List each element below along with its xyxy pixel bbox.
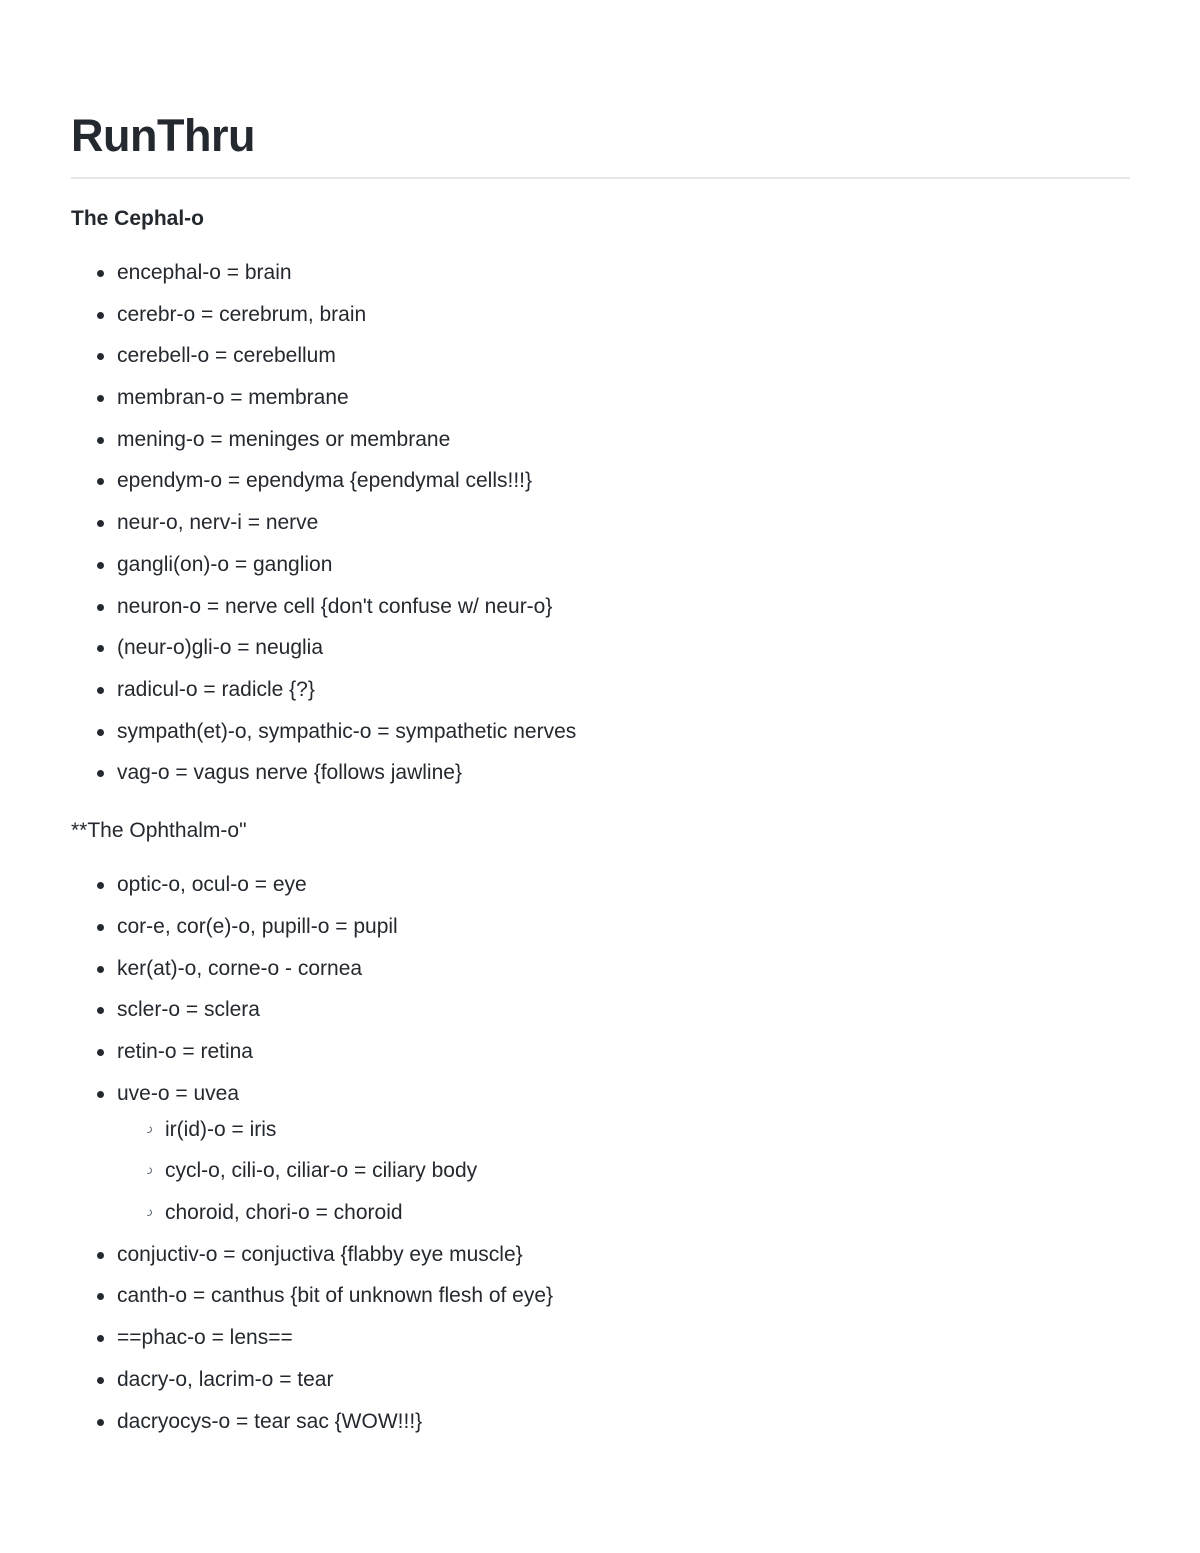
bullet-icon xyxy=(97,437,104,444)
bullet-icon xyxy=(97,882,104,889)
bullet-icon xyxy=(97,924,104,931)
list-item-text: ependym-o = ependyma {ependymal cells!!!} xyxy=(117,469,533,493)
list-item xyxy=(71,426,1130,454)
circle-bullet-icon xyxy=(144,1208,153,1217)
title-divider xyxy=(71,177,1130,179)
bullet-icon xyxy=(97,604,104,611)
list-item xyxy=(71,1366,1130,1394)
bullet-icon xyxy=(97,478,104,485)
list-item xyxy=(71,1038,1130,1066)
bullet-icon xyxy=(97,520,104,527)
section-heading-ophthalm: **The Ophthalm-o" xyxy=(71,819,247,843)
list-item xyxy=(71,1282,1130,1310)
list-item xyxy=(71,871,1130,899)
list-item xyxy=(71,342,1130,370)
bullet-icon xyxy=(97,562,104,569)
list-item xyxy=(71,1408,1130,1436)
bullet-icon xyxy=(97,312,104,319)
bullet-icon xyxy=(97,1007,104,1014)
list-item-text: scler-o = sclera xyxy=(117,998,260,1022)
list-item-text: neur-o, nerv-i = nerve xyxy=(117,511,319,535)
bullet-icon xyxy=(97,1419,104,1426)
bullet-icon xyxy=(97,770,104,777)
sub-list-item xyxy=(117,1157,1130,1185)
list-item-text: optic-o, ocul-o = eye xyxy=(117,873,307,897)
list-item xyxy=(71,718,1130,746)
sub-list-item xyxy=(117,1116,1130,1144)
list-item xyxy=(71,1241,1130,1269)
list-item-text: encephal-o = brain xyxy=(117,261,292,284)
bullet-icon xyxy=(97,645,104,652)
list-item xyxy=(71,551,1130,579)
list-item xyxy=(71,467,1130,495)
list-item xyxy=(71,301,1130,329)
list-item-text: gangli(on)-o = ganglion xyxy=(117,552,333,576)
list-item xyxy=(71,593,1130,621)
list-item-text: dacryocys-o = tear sac {WOW!!!} xyxy=(117,1409,423,1433)
page-title: RunThru xyxy=(71,110,255,161)
bullet-icon xyxy=(97,270,104,277)
list-item-text: ==phac-o = lens== xyxy=(117,1326,293,1350)
document-page xyxy=(71,108,1130,1449)
list-item-text: radicul-o = radicle {?} xyxy=(117,677,315,701)
bullet-icon xyxy=(97,687,104,694)
bullet-icon xyxy=(97,395,104,402)
list-item-text: cerebell-o = cerebellum xyxy=(117,344,336,368)
list-item xyxy=(71,676,1130,704)
bullet-icon xyxy=(97,1377,104,1384)
sub-list-item-text: cycl-o, cili-o, ciliar-o = ciliary body xyxy=(165,1159,478,1183)
list-item xyxy=(71,996,1130,1024)
list-item-text: vag-o = vagus nerve {follows jawline} xyxy=(117,761,462,785)
circle-bullet-icon xyxy=(144,1166,153,1175)
list-item-text: (neur-o)gli-o = neuglia xyxy=(117,636,324,660)
bullet-icon xyxy=(97,1252,104,1259)
bullet-icon xyxy=(97,353,104,360)
sub-list-item-text: choroid, chori-o = choroid xyxy=(165,1201,403,1225)
bullet-icon xyxy=(97,966,104,973)
list-item xyxy=(71,384,1130,412)
list-item-text: neuron-o = nerve cell {don't confuse w/ neur-o} xyxy=(117,594,553,618)
section-heading-cephal: The Cephal-o xyxy=(71,207,205,230)
list-item xyxy=(71,1324,1130,1352)
bullet-icon xyxy=(97,1335,104,1342)
circle-bullet-icon xyxy=(144,1125,153,1134)
list-item-text: canth-o = canthus {bit of unknown flesh of eye} xyxy=(117,1284,554,1308)
bullet-icon xyxy=(97,1293,104,1300)
list-item-text: cor-e, cor(e)-o, pupill-o = pupil xyxy=(117,914,398,938)
list-item xyxy=(71,634,1130,662)
list-item xyxy=(71,1080,1130,1227)
list-item xyxy=(71,759,1130,787)
list-item-text: uve-o = uvea xyxy=(117,1081,240,1105)
list-item-text: cerebr-o = cerebrum, brain xyxy=(117,302,367,326)
list-item-text: conjuctiv-o = conjuctiva {flabby eye muscle} xyxy=(117,1242,523,1266)
list-item-text: ker(at)-o, corne-o - cornea xyxy=(117,956,363,980)
list-item xyxy=(71,509,1130,537)
sub-list-item xyxy=(117,1199,1130,1227)
bullet-icon xyxy=(97,1049,104,1056)
list-item xyxy=(71,913,1130,941)
list-item xyxy=(71,259,1130,287)
list-item-text: dacry-o, lacrim-o = tear xyxy=(117,1367,334,1391)
sub-list-item-text: ir(id)-o = iris xyxy=(165,1117,277,1141)
bullet-icon xyxy=(97,1091,104,1098)
list-item-text: retin-o = retina xyxy=(117,1040,253,1063)
list-item-text: mening-o = meninges or membrane xyxy=(117,427,451,451)
ophthalm-term-list xyxy=(71,871,1130,1435)
sub-list xyxy=(117,1116,1130,1227)
cephal-term-list xyxy=(71,259,1130,787)
list-item xyxy=(71,955,1130,983)
bullet-icon xyxy=(97,729,104,736)
list-item-text: membran-o = membrane xyxy=(117,386,349,410)
list-item-text: sympath(et)-o, sympathic-o = sympathetic nerves xyxy=(117,719,577,743)
